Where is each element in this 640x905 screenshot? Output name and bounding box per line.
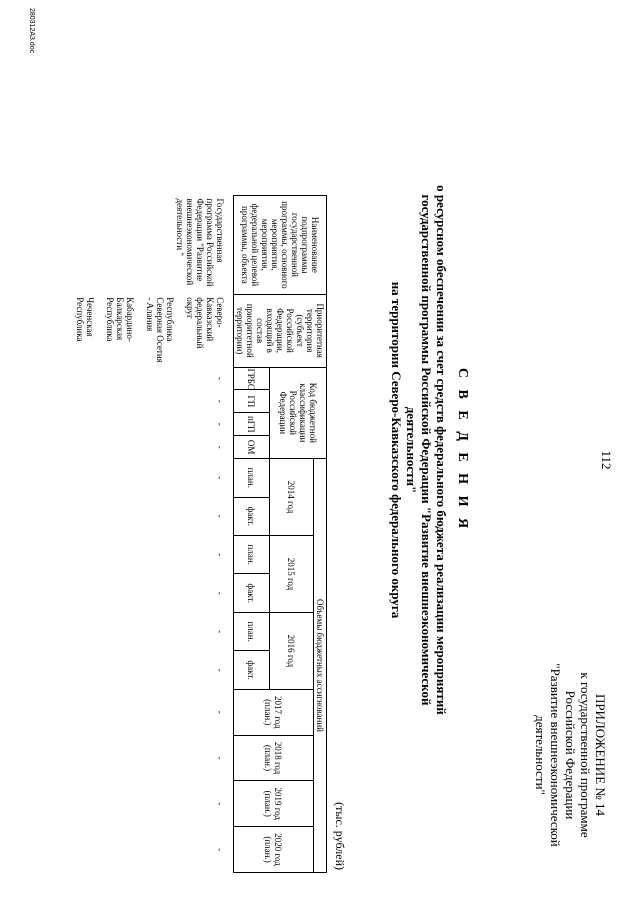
document-title: [389, 150, 470, 750]
title-heading: С В Е Д Е Н И Я: [455, 367, 470, 533]
header-year: 2014 год: [270, 459, 314, 536]
header-name: Наименование подпрограммы государственной программы, основного мероприятия, мероприятия, федеральной целевой программы, объекта: [234, 196, 327, 295]
title-line: о ресурсном обеспечении за счет средств федерального бюджета реализации мероприятий: [434, 185, 449, 715]
page-number: 112: [599, 450, 614, 470]
units-label: (тыс. рублей): [333, 802, 347, 870]
dash-cell: -: [215, 553, 225, 557]
appendix-line: "Развитие внешнеэкономической: [548, 663, 563, 847]
header-plan: план.: [234, 459, 270, 497]
header-territory: Приоритетная территория (субъект Российской Федерации, входящий в состав приоритетной территории): [234, 294, 327, 367]
header-year: 2016 год: [270, 612, 314, 689]
program-name: Государственная программа Российской Федерации "Развитие внешнеэкономической деятельности ": [175, 198, 225, 287]
header-plan: план.: [234, 612, 270, 650]
header-fact: факт.: [234, 651, 270, 689]
header-code-sub: пГП: [234, 413, 270, 436]
header-fact: факт.: [234, 574, 270, 612]
appendix-line: деятельности": [533, 715, 548, 795]
header-fact: факт.: [234, 497, 270, 535]
region-name: Чеченская Республика: [75, 297, 95, 342]
region-name: Кабардино-Балкарская Республика: [105, 297, 135, 342]
header-year: 2015 год: [270, 536, 314, 613]
dash-cell: -: [215, 422, 225, 426]
file-footer: 280312A3.doc: [28, 8, 35, 54]
resources-table: [63, 195, 327, 873]
table-row: [63, 196, 234, 873]
header-plan: план.: [234, 536, 270, 574]
dash-cell: -: [215, 802, 225, 806]
dash-cell: -: [215, 591, 225, 595]
dash-cell: -: [215, 756, 225, 760]
appendix-line: к государственной программе: [578, 672, 593, 838]
header-code-sub: ГП: [234, 390, 270, 413]
header-volumes: Объемы бюджетных ассигнований: [314, 459, 327, 873]
header-plan-year: 2020 год (план.): [234, 827, 314, 873]
dash-cell: -: [215, 848, 225, 852]
region-name: Северо-Кавказский федеральный округ: [185, 297, 225, 349]
dash-cell: -: [215, 668, 225, 672]
dash-cell: -: [215, 630, 225, 634]
title-line: на территории Северо-Кавказского федерального округа: [389, 281, 404, 619]
header-plan-year: 2019 год (план.): [234, 781, 314, 827]
dash-cell: -: [215, 399, 225, 403]
appendix-block: [533, 640, 608, 870]
dash-cell: -: [215, 377, 225, 380]
header-code-sub: ГРБС: [234, 367, 270, 390]
title-line: государственной программы Российской Федерации "Развитие внешнеэкономической деятельности": [404, 194, 434, 706]
region-list: [63, 294, 234, 367]
header-code-sub: ОМ: [234, 436, 270, 459]
header-code: Код бюджетной классификации Российской Федерации: [270, 367, 327, 459]
appendix-line: Российской Федерации: [563, 690, 578, 820]
header-plan-year: 2017 год (план.): [234, 689, 314, 735]
appendix-line: ПРИЛОЖЕНИЕ № 14: [593, 693, 608, 817]
dash-cell: -: [215, 445, 225, 449]
header-plan-year: 2018 год (план.): [234, 735, 314, 781]
region-name: Республика Северная Осетия - Алания: [145, 297, 175, 363]
dash-cell: -: [215, 476, 225, 480]
dash-cell: -: [215, 514, 225, 518]
dash-cell: -: [215, 710, 225, 714]
